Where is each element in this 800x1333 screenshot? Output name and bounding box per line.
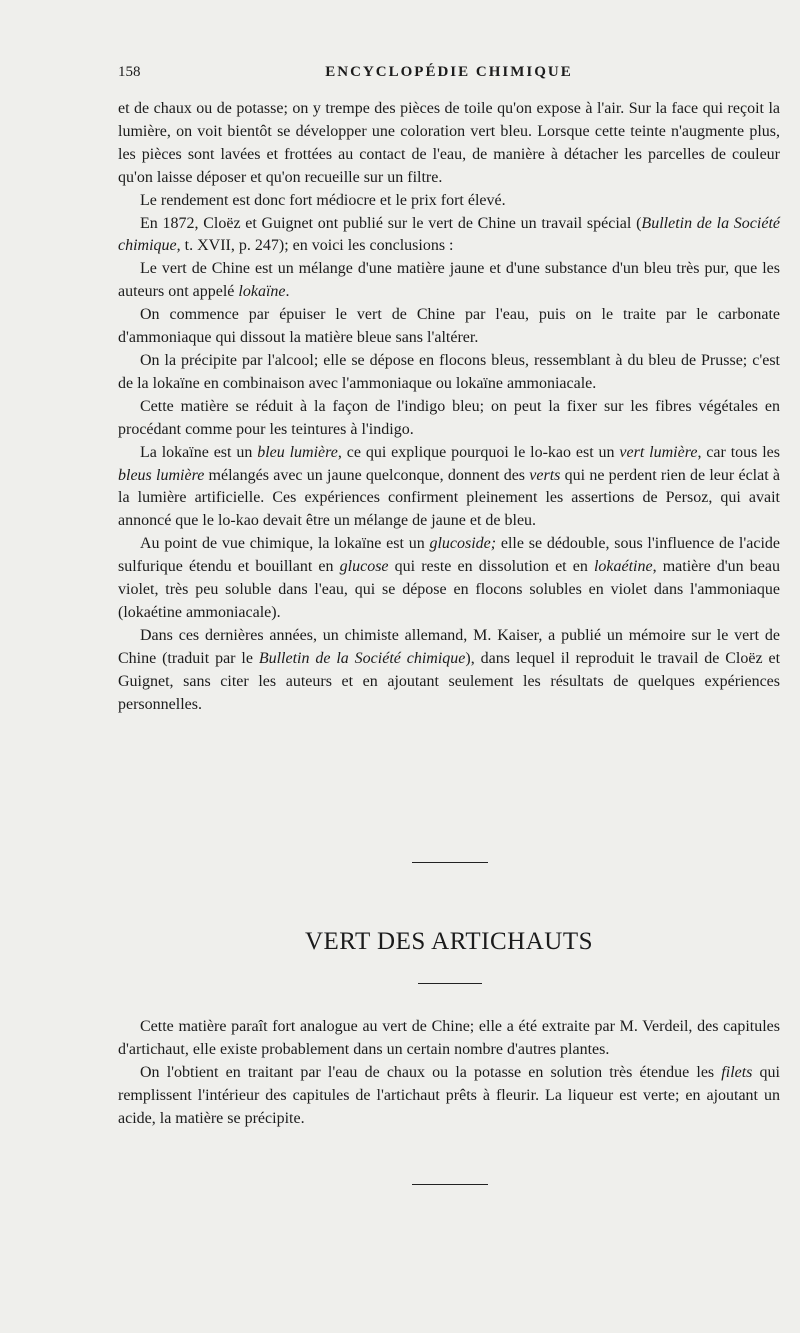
paragraph: En 1872, Cloëz et Guignet ont publié sur le vert de Chine un travail spécial (Bulletin de la Société chimique, t. XVII, p. 247); en voici les conclusions : (118, 214, 780, 255)
term: glucoside; (429, 535, 497, 553)
term: glucose (339, 558, 389, 576)
term: filets (721, 1063, 753, 1081)
divider-rule (418, 983, 482, 984)
body-text (118, 98, 780, 716)
term: vert lumière (619, 443, 698, 461)
running-head: ENCYCLOPÉDIE CHIMIQUE (325, 64, 573, 80)
term: bleus lumière (118, 466, 205, 484)
term: verts (529, 466, 561, 484)
term: lokaïne (238, 283, 286, 301)
paragraph: et de chaux ou de potasse; on y trempe des pièces de toile qu'on expose à l'air. Sur la face qui reçoit la lumière, on voit bientôt se développer une coloration vert bleu. Lorsque cette teinte n'augmente plus, les pièces sont lavées et frottées au contact de l'eau, de manière à détacher les parcelles de couleur qu'on laisse déposer et qu'on recueille sur un filtre. (118, 100, 780, 186)
term: bleu lumière (257, 443, 338, 461)
paragraph: Au point de vue chimique, la lokaïne est un glucoside; elle se dédouble, sous l'influence de l'acide sulfurique étendu et bouillant en glucose qui reste en dissolution et en lokaétine, matière d'un beau violet, très peu soluble dans l'eau, qui se dépose en flocons solubles en violet dans l'ammoniaque (lokaétine ammoniacale). (118, 535, 780, 621)
paragraph: On la précipite par l'alcool; elle se dépose en flocons bleus, ressemblant à du bleu de Prusse; c'est de la lokaïne en combinaison avec l'ammoniaque ou lokaïne ammoniacale. (118, 351, 780, 392)
page-number: 158 (118, 64, 141, 80)
section-title: VERT DES ARTICHAUTS (304, 928, 593, 955)
paragraph: On l'obtient en traitant par l'eau de chaux ou la potasse en solution très étendue les filets qui remplissent l'intérieur des capitules de l'artichaut prêts à fleurir. La liqueur est verte; en ajoutant un acide, la matière se précipite. (118, 1063, 780, 1127)
divider-rule (412, 1184, 488, 1185)
paragraph: Cette matière paraît fort analogue au vert de Chine; elle a été extraite par M. Verdeil, des capitules d'artichaut, elle existe probablement dans un certain nombre d'autres plantes. (118, 1018, 780, 1058)
section-text (118, 1016, 780, 1131)
paragraph: Le rendement est donc fort médiocre et le prix fort élevé. (140, 191, 506, 209)
paragraph: Cette matière se réduit à la façon de l'indigo bleu; on peut la fixer sur les fibres végétales en procédant comme pour les teintures à l'indigo. (118, 397, 780, 438)
paragraph: On commence par épuiser le vert de Chine par l'eau, puis on le traite par le carbonate d'ammoniaque qui dissout la matière bleue sans l'altérer. (118, 306, 780, 347)
page-header (118, 64, 780, 88)
paragraph: Dans ces dernières années, un chimiste allemand, M. Kaiser, a publié un mémoire sur le vert de Chine (traduit par le Bulletin de la Société chimique), dans lequel il reproduit le travail de Cloëz et Guignet, sans citer les auteurs et en ajoutant seulement les résultats de quelques expériences personnelles. (118, 626, 781, 713)
term: lokaétine (593, 558, 653, 576)
paragraph: Le vert de Chine est un mélange d'une matière jaune et d'une substance d'un bleu très pur, que les auteurs ont appelé lokaïne. (118, 260, 780, 301)
paragraph: La lokaïne est un bleu lumière, ce qui explique pourquoi le lo-kao est un vert lumière, car tous les bleus lumière mélangés avec un jaune quelconque, donnent des verts qui ne perdent rien de leur éclat à la lumière artificielle. Ces expériences confirment pleinement les assertions de Persoz, qui avait annoncé que le lo-kao devait être un mélange de jaune et de bleu. (118, 443, 781, 530)
divider-rule (412, 862, 488, 863)
citation: Bulletin de la Société chimique (118, 214, 780, 255)
citation: Bulletin de la Société chimique (258, 649, 466, 667)
